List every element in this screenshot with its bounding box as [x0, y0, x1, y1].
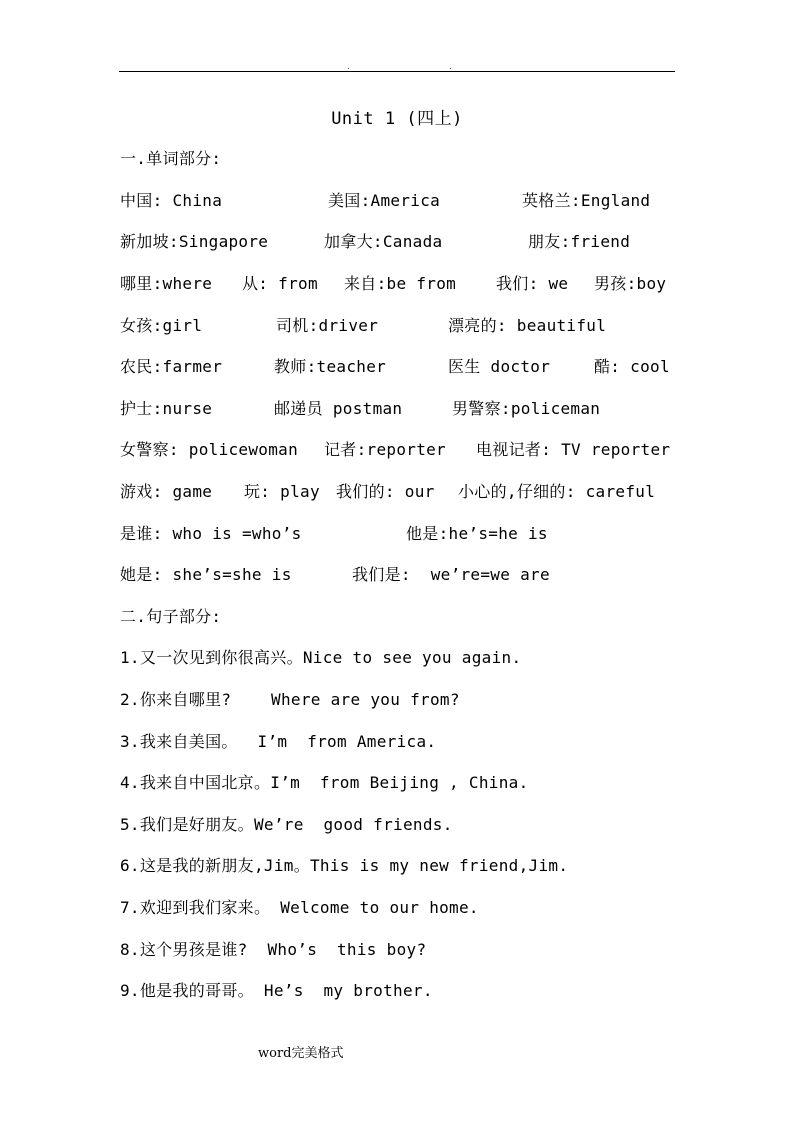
vocab-item: 是谁: who is =who’s	[120, 524, 302, 543]
vocab-row	[120, 479, 656, 505]
vocab-item: 我们: we	[496, 274, 569, 293]
sentence-line: 6.这是我的新朋友,Jim。This is my new friend,Jim.	[120, 856, 569, 875]
vocab-row	[120, 562, 550, 588]
vocab-item: 女警察: policewoman	[120, 440, 299, 459]
section-heading: 一.单词部分:	[120, 149, 222, 168]
vocab-item: 来自:be from	[344, 274, 457, 293]
vocab-item: 她是: she’s=she is	[120, 565, 292, 584]
vocab-item: 男警察:policeman	[452, 399, 601, 418]
vocab-item: 加拿大:Canada	[324, 232, 443, 251]
vocab-item: 司机:driver	[276, 316, 379, 335]
sentence-line: 9.他是我的哥哥。 He’s my brother.	[120, 981, 433, 1000]
vocab-item: 玩: play	[244, 482, 320, 501]
vocab-item: 英格兰:England	[522, 191, 651, 210]
vocab-item: 记者:reporter	[324, 440, 446, 459]
page-footer: word完美格式	[258, 1046, 344, 1061]
sentence-line: 3.我来自美国。 I’m from America.	[120, 732, 437, 751]
vocab-item: 小心的,仔细的: careful	[458, 482, 656, 501]
vocab-row	[120, 313, 607, 339]
vocab-item: 中国: China	[120, 191, 223, 210]
vocab-item: 电视记者: TV reporter	[476, 440, 671, 459]
vocab-row	[120, 354, 670, 380]
vocab-item: 我们是: we’re=we are	[352, 565, 550, 584]
vocab-item: 我们的: our	[336, 482, 435, 501]
sentence-line: 8.这个男孩是谁? Who’s this boy?	[120, 940, 427, 959]
header-dot-right: .	[448, 62, 453, 71]
vocab-row	[120, 188, 651, 214]
vocab-item: 医生 doctor	[448, 357, 551, 376]
sentence-line: 2.你来自哪里? Where are you from?	[120, 690, 460, 709]
sentence-line: 5.我们是好朋友。We’re good friends.	[120, 815, 453, 834]
header-rule	[119, 71, 675, 72]
vocab-item: 美国:America	[328, 191, 441, 210]
vocab-item: 教师:teacher	[274, 357, 387, 376]
vocab-item: 他是:he’s=he is	[406, 524, 548, 543]
vocab-item: 护士:nurse	[120, 399, 213, 418]
vocab-item: 酷: cool	[594, 357, 670, 376]
vocab-row	[120, 229, 631, 255]
vocab-row	[120, 521, 548, 547]
vocab-row	[120, 437, 671, 463]
vocab-item: 新加坡:Singapore	[120, 232, 269, 251]
vocab-item: 从: from	[242, 274, 318, 293]
sentence-line: 4.我来自中国北京。I’m from Beijing , China.	[120, 773, 529, 792]
vocab-item: 邮递员 postman	[274, 399, 403, 418]
sentence-line: 1.又一次见到你很高兴。Nice to see you again.	[120, 648, 522, 667]
header-dot-left: .	[346, 62, 351, 71]
vocab-item: 女孩:girl	[120, 316, 203, 335]
vocab-row	[120, 271, 667, 297]
vocab-item: 哪里:where	[120, 274, 213, 293]
sentence-line: 7.欢迎到我们家来。 Welcome to our home.	[120, 898, 479, 917]
vocab-item: 漂亮的: beautiful	[448, 316, 607, 335]
page-title: Unit 1 (四上)	[331, 109, 463, 129]
vocab-row	[120, 396, 601, 422]
vocab-item: 农民:farmer	[120, 357, 223, 376]
vocab-item: 游戏: game	[120, 482, 213, 501]
vocab-item: 男孩:boy	[594, 274, 667, 293]
section-heading: 二.句子部分:	[120, 607, 222, 626]
vocab-item: 朋友:friend	[528, 232, 631, 251]
